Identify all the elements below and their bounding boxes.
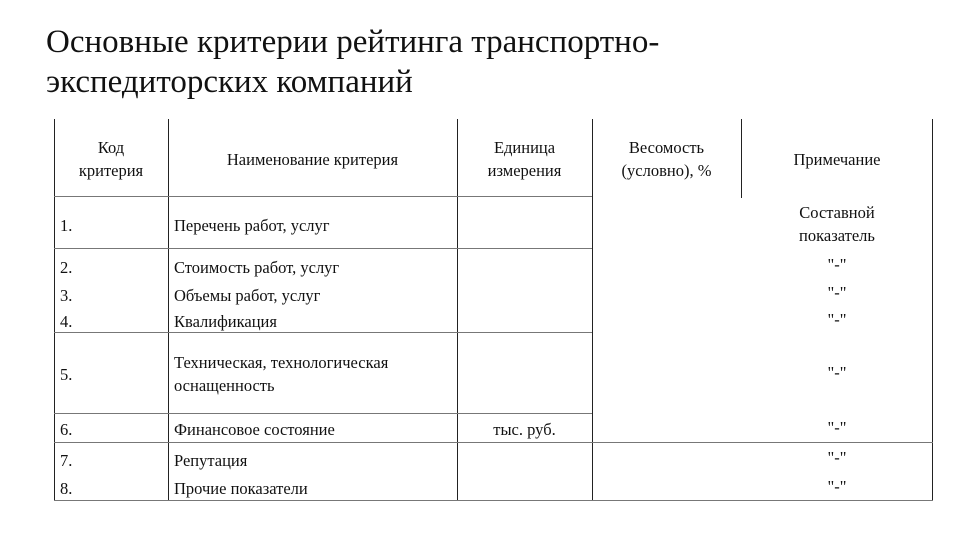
row-6-note [741, 415, 933, 439]
row-5-code-text: 5. [60, 364, 73, 384]
header-code-line-1: Код [97, 138, 125, 157]
row-2-code-text: 2. [60, 257, 73, 277]
row-1-code-text: 1. [60, 215, 73, 235]
title-line-1: Основные критерии рейтинга транспортно- [46, 24, 660, 60]
row-5-note [741, 360, 933, 384]
row-2-name-text: Стоимость работ, услуг [174, 257, 340, 277]
row-6-code-text: 6. [60, 419, 73, 439]
row-3-note-text: "-" [827, 282, 847, 302]
row-line-1 [54, 248, 592, 249]
row-1-code [60, 213, 168, 237]
row-2-code [60, 255, 168, 279]
row-3-name-text: Объемы работ, услуг [174, 285, 321, 305]
row-7-name-text: Репутация [174, 450, 248, 470]
header-unit-line-2: измерения [487, 161, 562, 180]
row-line-header [54, 196, 592, 197]
row-3-note [741, 280, 933, 304]
row-7-code-text: 7. [60, 450, 73, 470]
header-weight [592, 133, 741, 185]
row-7-note-text: "-" [827, 447, 847, 467]
row-4-code [60, 309, 168, 333]
header-code [54, 133, 168, 185]
header-unit-line-1: Единица [493, 138, 556, 157]
header-weight-line-2: (условно), % [621, 161, 712, 180]
row-7-name [174, 448, 457, 472]
table-border-bottom [54, 500, 933, 501]
header-code-line-2: критерия [78, 161, 144, 180]
row-7-code [60, 448, 168, 472]
row-3-code-text: 3. [60, 285, 73, 305]
row-8-name-text: Прочие показатели [174, 478, 308, 498]
row-7-note [741, 445, 933, 469]
row-8-note [741, 474, 933, 498]
header-name-text: Наименование критерия [226, 149, 399, 169]
row-5-note-text: "-" [827, 362, 847, 382]
row-1-name-text: Перечень работ, услуг [174, 215, 330, 235]
row-6-name [174, 417, 457, 441]
row-line-5 [54, 413, 592, 414]
header-name [168, 137, 457, 181]
row-6-code [60, 417, 168, 441]
row-4-code-text: 4. [60, 311, 73, 331]
row-8-note-text: "-" [827, 476, 847, 496]
row-5-code [60, 362, 168, 386]
row-4-note-text: "-" [827, 309, 847, 329]
row-4-name-text: Квалификация [174, 311, 277, 331]
row-5-name-line-2: оснащенность [174, 376, 275, 395]
header-weight-line-1: Весомость [628, 138, 705, 157]
row-5-name [174, 348, 457, 400]
row-8-name [174, 476, 457, 500]
row-4-note [741, 307, 933, 331]
row-8-code [60, 476, 168, 500]
row-8-code-text: 8. [60, 478, 73, 498]
row-6-unit [457, 417, 592, 441]
row-3-name [174, 283, 457, 307]
row-2-note [741, 252, 933, 276]
row-1-note [741, 199, 933, 249]
row-5-name-line-1: Техническая, технологическая [174, 353, 389, 372]
header-note [741, 137, 933, 181]
row-1-note-line-2: показатель [799, 226, 875, 245]
row-6-name-text: Финансовое состояние [174, 419, 335, 439]
row-6-note-text: "-" [827, 417, 847, 437]
row-1-note-line-1: Составной [799, 203, 875, 222]
row-6-unit-text: тыс. руб. [493, 419, 556, 439]
row-1-name [174, 213, 457, 237]
row-2-name [174, 255, 457, 279]
header-unit [457, 133, 592, 185]
header-note-text: Примечание [793, 149, 881, 169]
row-4-name [174, 309, 457, 333]
page-title [46, 22, 926, 102]
criteria-table [54, 119, 933, 500]
row-2-note-text: "-" [827, 254, 847, 274]
row-3-code [60, 283, 168, 307]
row-line-6 [54, 442, 933, 443]
title-line-2: экспедиторских компаний [46, 64, 413, 100]
